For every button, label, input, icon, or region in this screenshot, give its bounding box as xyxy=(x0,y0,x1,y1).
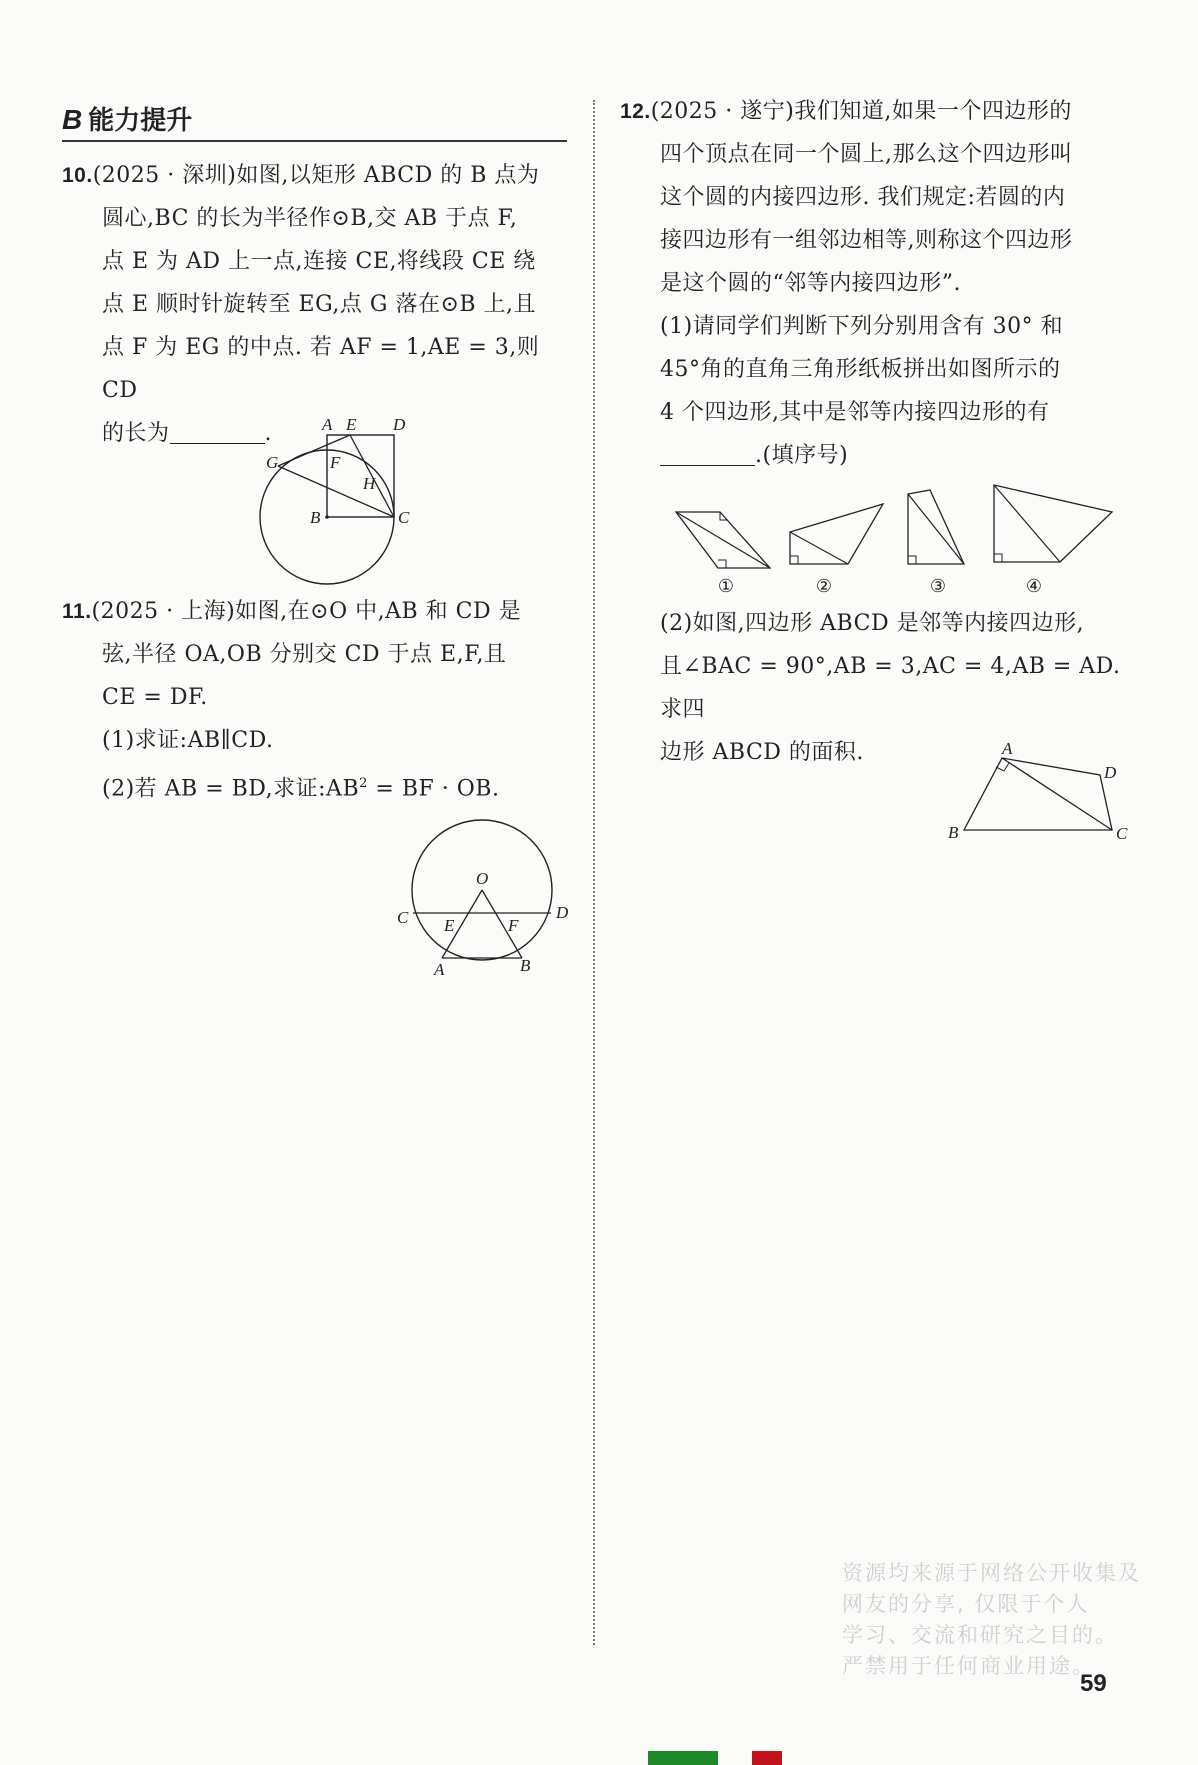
q10-line-3: 点 E 为 AD 上一点,连接 CE,将线段 CE 绕 xyxy=(102,249,536,274)
shape-label-4: ④ xyxy=(1025,576,1043,596)
page-number: 59 xyxy=(1080,1670,1107,1697)
q10-rectangle xyxy=(327,435,394,517)
q12-answer-blank[interactable] xyxy=(660,443,755,466)
q12-label-a: A xyxy=(1002,739,1013,758)
q10-label-e: E xyxy=(346,415,357,434)
q12-part2-line-2: 且∠BAC = 90°,AB = 3,AC = 4,AB = AD. 求四 xyxy=(660,654,1121,722)
section-title: 能力提升 xyxy=(88,106,193,136)
q12-shapes xyxy=(668,480,1128,600)
column-divider xyxy=(593,100,595,1645)
q12-part1-line-2: 45°角的直角三角形纸板拼出如图所示的 xyxy=(660,357,1061,382)
shape-1 xyxy=(676,512,770,568)
q10-label-d: D xyxy=(393,415,406,434)
bottom-red-bar xyxy=(752,1751,782,1765)
q10-line-5: 点 F 为 EG 的中点. 若 AF = 1,AE = 3,则 CD xyxy=(102,335,540,403)
q12-line-1: 12.(2025 · 遂宁)我们知道,如果一个四边形的 xyxy=(620,99,1072,124)
q12-line-2: 四个顶点在同一个圆上,那么这个四边形叫 xyxy=(660,142,1073,167)
q11-label-d: D xyxy=(556,903,569,922)
q12-part2-line-1: (2)如图,四边形 ABCD 是邻等内接四边形, xyxy=(660,611,1085,636)
shape-label-2: ② xyxy=(815,576,833,596)
q12-diagonal-ac xyxy=(1002,758,1112,830)
q11-label-f: F xyxy=(508,916,519,935)
section-header xyxy=(62,100,567,142)
q12-quadrilateral xyxy=(964,758,1112,830)
q10-label-f: F xyxy=(330,453,341,472)
q11-sub-1: (1)求证:AB∥CD. xyxy=(102,728,274,753)
q12-part1-line-3: 4 个四边形,其中是邻等内接四边形的有 xyxy=(660,400,1050,425)
q11-label-o: O xyxy=(476,869,489,888)
shape-2 xyxy=(790,504,883,564)
q10-segment-gc xyxy=(278,466,394,517)
q11-number: 11. xyxy=(62,600,92,623)
q12-label-d: D xyxy=(1104,763,1117,782)
q11-line-3: CE = DF. xyxy=(102,685,208,710)
q12-line-5: 是这个圆的“邻等内接四边形”. xyxy=(660,271,961,296)
right-column xyxy=(620,90,1140,477)
left-column xyxy=(62,100,572,455)
question-11 xyxy=(62,590,582,810)
section-letter: B xyxy=(62,104,83,135)
q10-label-g: G xyxy=(266,453,279,472)
q10-figure xyxy=(250,410,430,590)
q12-number: 12. xyxy=(620,100,651,123)
q10-label-h: H xyxy=(363,474,376,493)
q12-line-3: 这个圆的内接四边形. 我们规定:若圆的内 xyxy=(660,185,1066,210)
q11-label-c: C xyxy=(397,908,409,927)
shape-label-1: ① xyxy=(717,576,735,596)
q10-label-a: A xyxy=(322,415,333,434)
q11-line-1: 11.(2025 · 上海)如图,在⊙O 中,AB 和 CD 是 xyxy=(62,599,522,624)
q11-label-a: A xyxy=(434,960,445,978)
shape-3 xyxy=(908,490,964,564)
q11-sub-2: (2)若 AB = BD,求证$:AB^2$ = BF · OB. xyxy=(102,776,500,802)
q11-line-2: 弦,半径 OA,OB 分别交 CD 于点 E,F,且 xyxy=(102,642,507,667)
q10-label-c: C xyxy=(398,508,410,527)
q12-label-b: B xyxy=(948,823,959,842)
q10-line-6: 的长为 . xyxy=(102,421,273,446)
watermark-text: 资源均来源于网络公开收集及 网友的分享, 仅限于个人 学习、交流和研究之目的。 严禁用于任何商业用途。 xyxy=(842,1561,1141,1678)
q11-figure xyxy=(390,818,580,978)
q12-line-4: 接四边形有一组邻边相等,则称这个四边形 xyxy=(660,228,1073,253)
q12-figure xyxy=(940,738,1140,848)
q12-part1-line-1: (1)请同学们判断下列分别用含有 30° 和 xyxy=(660,314,1064,339)
q12-label-c: C xyxy=(1116,824,1128,843)
q10-label-b: B xyxy=(310,508,321,527)
q10-line-2: 圆心,BC 的长为半径作⊙B,交 AB 于点 F, xyxy=(102,206,518,231)
q10-line-1: 10.(2025 · 深圳)如图,以矩形 ABCD 的 B 点为 xyxy=(62,163,540,188)
q11-label-b: B xyxy=(520,956,531,975)
shape-4 xyxy=(994,485,1112,562)
bottom-green-bar xyxy=(648,1751,718,1765)
q12-part1-line-4: .(填序号) xyxy=(620,434,1140,477)
q10-number: 10. xyxy=(62,164,93,187)
shape-label-3: ③ xyxy=(929,576,947,596)
question-12 xyxy=(620,90,1140,477)
q12-part2-line-3: 边形 ABCD 的面积. xyxy=(660,740,864,765)
q11-label-e: E xyxy=(444,916,455,935)
q10-line-4: 点 E 顺时针旋转至 EG,点 G 落在⊙B 上,且 xyxy=(102,292,537,317)
